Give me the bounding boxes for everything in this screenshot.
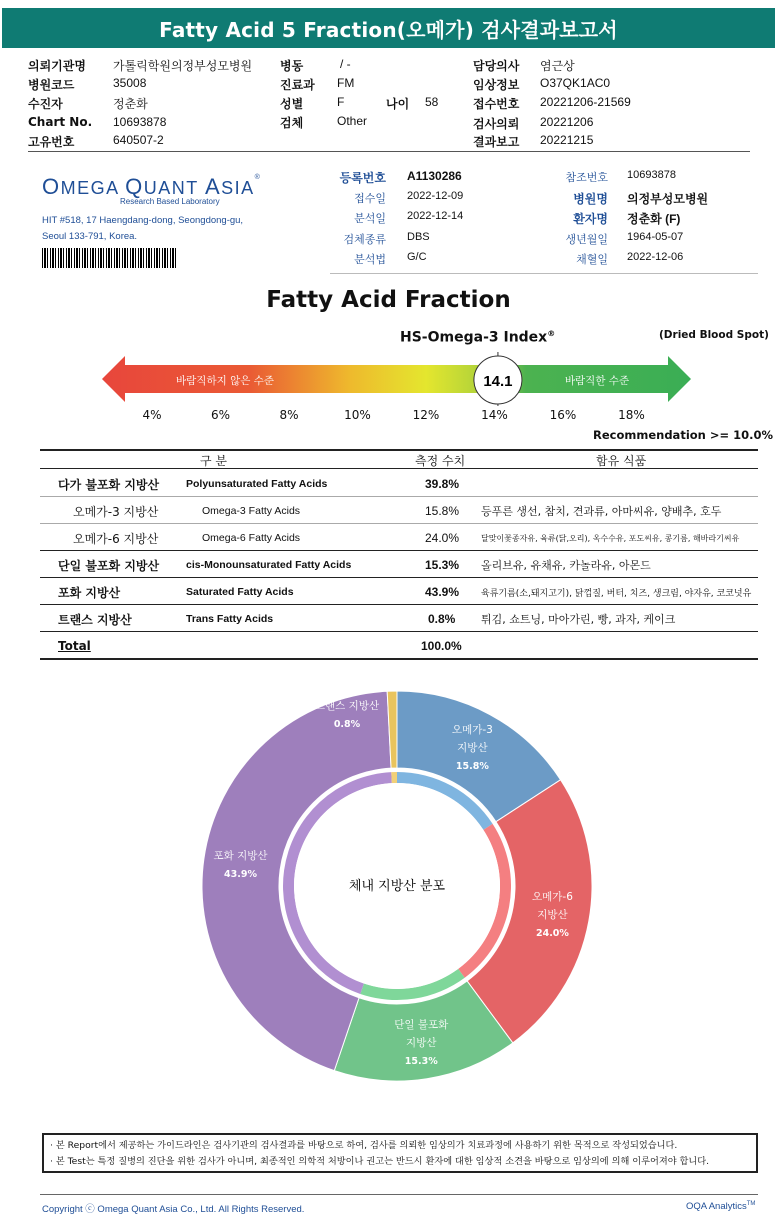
report-date-value: 20221215 bbox=[540, 133, 594, 147]
lab-divider bbox=[330, 273, 758, 274]
doctor-value: 염근상 bbox=[540, 59, 575, 73]
lab-logo-subtitle: Research Based Laboratory bbox=[120, 197, 220, 206]
slice-name-label: 단일 불포화 bbox=[394, 1019, 449, 1032]
reg-no-value: A1130286 bbox=[407, 169, 462, 183]
specimen-label: 검체 bbox=[280, 116, 304, 130]
gauge-tick-label: 14% bbox=[481, 408, 508, 422]
row-divider bbox=[40, 577, 758, 578]
lab-address: HIT #518, 17 Haengdang-dong, Seongdong-gu, Seoul 133-791, Korea. bbox=[42, 215, 244, 242]
specimen-value: Other bbox=[337, 114, 368, 128]
unique-no-value: 640507-2 bbox=[113, 133, 164, 147]
unique-no-label: 고유번호 bbox=[28, 135, 75, 149]
analyzed-value: 2022-12-14 bbox=[407, 210, 464, 222]
dept-label: 진료과 bbox=[280, 78, 315, 92]
row-trans-food: 튀김, 쇼트닝, 마아가린, 빵, 과자, 케이크 bbox=[481, 613, 676, 626]
hs-index-title: HS-Omega-3 Index® bbox=[400, 329, 556, 346]
total-label: Total bbox=[58, 639, 91, 653]
dept-value: FM bbox=[337, 76, 355, 90]
desirable-label: 바람직한 수준 bbox=[564, 375, 630, 387]
specimen-note: (Dried Blood Spot) bbox=[659, 329, 769, 341]
dob-value: 1964-05-07 bbox=[627, 231, 684, 243]
row-mufa-en: cis-Monounsaturated Fatty Acids bbox=[186, 559, 352, 571]
copyright: Copyright ⓒ Omega Quant Asia Co., Ltd. All Rights Reserved. bbox=[42, 1204, 305, 1215]
slice-name-label: 오메가-6 bbox=[532, 891, 573, 904]
patient-name-label: 환자명 bbox=[573, 212, 608, 226]
gauge-tick-label: 18% bbox=[618, 408, 645, 422]
barcode bbox=[42, 248, 176, 268]
slice-name-label: 지방산 bbox=[406, 1037, 437, 1050]
ward-label: 병동 bbox=[280, 59, 304, 73]
row-mufa-kr: 단일 불포화 지방산 bbox=[58, 559, 160, 573]
row-pufa-kr: 다가 불포화 지방산 bbox=[58, 478, 160, 492]
slice-name-label: 트랜스 지방산 bbox=[314, 700, 380, 712]
gauge-tick-label: 12% bbox=[412, 408, 440, 422]
received-label: 접수일 bbox=[354, 192, 386, 205]
slice-name-label: 지방산 bbox=[537, 909, 568, 922]
row-omega3-kr: 오메가-3 지방산 bbox=[73, 505, 159, 519]
slice-name-label: 지방산 bbox=[457, 742, 488, 755]
chart-center-label: 체내 지방산 분포 bbox=[348, 879, 446, 894]
row-omega6-food: 달맞이꽃종자유, 육류(닭,오리), 옥수수유, 포도씨유, 콩기름, 해바라기씨유 bbox=[481, 534, 740, 543]
specimen-type-label: 검체종류 bbox=[343, 233, 386, 246]
row-omega6-kr: 오메가-6 지방산 bbox=[73, 532, 159, 546]
row-pufa-en: Polyunsaturated Fatty Acids bbox=[186, 478, 328, 490]
row-divider bbox=[40, 550, 758, 551]
received-value: 2022-12-09 bbox=[407, 190, 464, 202]
table-header-rule bbox=[40, 468, 758, 469]
donut-inner-slice bbox=[391, 772, 397, 783]
slice-value-label: 24.0% bbox=[535, 928, 569, 940]
gauge-tick-label: 4% bbox=[142, 408, 162, 422]
index-value: 14.1 bbox=[483, 373, 513, 390]
analyzed-label: 분석일 bbox=[354, 212, 386, 225]
slice-name-label: 오메가-3 bbox=[451, 724, 493, 737]
sex-value: F bbox=[337, 95, 345, 109]
gauge-tick-label: 16% bbox=[549, 408, 577, 422]
method-label: 분석법 bbox=[354, 253, 386, 266]
hospital-code-value: 35008 bbox=[113, 76, 147, 90]
recommendation: Recommendation >= 10.0% bbox=[593, 428, 774, 442]
receipt-no-label: 접수번호 bbox=[473, 97, 520, 111]
ref-no-label: 참조번호 bbox=[565, 171, 608, 184]
hospital-code-label: 병원코드 bbox=[28, 78, 75, 92]
col-food-header: 함유 식품 bbox=[596, 454, 647, 468]
row-mufa-food: 올리브유, 유채유, 카놀라유, 아몬드 bbox=[481, 559, 651, 572]
slice-name-label: 포화 지방산 bbox=[213, 850, 268, 863]
col-value-header: 측정 수치 bbox=[415, 454, 466, 468]
clinical-info-value: O37QK1AC0 bbox=[540, 76, 611, 90]
request-date-value: 20221206 bbox=[540, 115, 594, 129]
row-sfa-value: 43.9% bbox=[425, 585, 460, 599]
gauge-tick-label: 10% bbox=[344, 408, 371, 422]
row-trans-en: Trans Fatty Acids bbox=[186, 613, 274, 625]
row-sfa-en: Saturated Fatty Acids bbox=[186, 586, 294, 598]
doctor-label: 담당의사 bbox=[473, 59, 520, 73]
row-divider bbox=[40, 604, 758, 605]
row-omega6-en: Omega-6 Fatty Acids bbox=[202, 532, 301, 544]
row-divider bbox=[40, 523, 758, 524]
undesirable-label: 바람직하지 않은 수준 bbox=[176, 375, 274, 387]
slice-value-label: 15.8% bbox=[455, 761, 489, 773]
report-title: Fatty Acid 5 Fraction(오메가) 검사결과보고서 bbox=[2, 8, 775, 48]
hospital-name-label: 병원명 bbox=[573, 192, 608, 206]
receipt-no-value: 20221206-21569 bbox=[540, 95, 631, 109]
institution-label: 의뢰기관명 bbox=[28, 59, 86, 73]
examinee-value: 정춘화 bbox=[113, 97, 148, 111]
request-date-label: 검사의뢰 bbox=[473, 117, 520, 131]
chart-no-label: Chart No. bbox=[28, 115, 93, 129]
age-label: 나이 bbox=[386, 97, 410, 111]
row-omega3-food: 등푸른 생선, 참치, 견과류, 아마씨유, 양배추, 호두 bbox=[481, 505, 722, 518]
footer-rule bbox=[40, 1194, 758, 1195]
specimen-type-value: DBS bbox=[407, 231, 430, 243]
disclaimer-box bbox=[42, 1133, 758, 1173]
table-top-rule bbox=[40, 449, 758, 451]
chart-no-value: 10693878 bbox=[113, 115, 167, 129]
brand: OQA Analytics™ bbox=[686, 1201, 756, 1213]
row-divider bbox=[40, 631, 758, 632]
sex-label: 성별 bbox=[280, 97, 304, 111]
patient-name-value: 정춘화 (F) bbox=[627, 212, 681, 226]
row-omega6-value: 24.0% bbox=[425, 531, 460, 545]
row-trans-value: 0.8% bbox=[428, 612, 456, 626]
row-sfa-kr: 포화 지방산 bbox=[58, 586, 121, 600]
reg-no-label: 등록번호 bbox=[339, 171, 386, 185]
header-divider bbox=[28, 151, 750, 152]
report-date-label: 결과보고 bbox=[473, 135, 520, 149]
slice-value-label: 0.8% bbox=[333, 719, 361, 730]
fatty-acid-distribution-chart bbox=[192, 686, 602, 1096]
draw-date-label: 채혈일 bbox=[576, 253, 608, 266]
hospital-name-value: 의정부성모병원 bbox=[627, 192, 709, 206]
institution-value: 가톨릭학원의정부성모병원 bbox=[113, 59, 253, 73]
total-value: 100.0% bbox=[421, 639, 462, 653]
age-value: 58 bbox=[425, 95, 439, 109]
ref-no-value: 10693878 bbox=[627, 169, 676, 181]
disclaimer-line-2: · 본 Test는 특정 질병의 진단을 위한 검사가 아니며, 최종적인 의학적 처방이나 권고는 반드시 환자에 대한 임상적 소견을 바탕으로 임상의에 의해 이루어져야 합니다. bbox=[50, 1156, 710, 1167]
row-omega3-en: Omega-3 Fatty Acids bbox=[202, 505, 301, 517]
omega3-index-gauge bbox=[100, 352, 700, 410]
disclaimer-line-1: · 본 Report에서 제공하는 가이드라인은 검사기관의 검사결과를 바탕으로 하여, 검사를 의뢰한 임상의가 치료과정에 사용하기 위한 목적으로 작성되었습니다. bbox=[50, 1140, 678, 1151]
gauge-tick-label: 6% bbox=[210, 408, 231, 422]
slice-value-label: 15.3% bbox=[404, 1056, 438, 1068]
table-bottom-rule bbox=[40, 658, 758, 660]
row-omega3-value: 15.8% bbox=[425, 504, 460, 518]
gauge-tick-label: 8% bbox=[279, 408, 299, 422]
draw-date-value: 2022-12-06 bbox=[627, 251, 684, 263]
row-mufa-value: 15.3% bbox=[425, 558, 460, 572]
row-pufa-value: 39.8% bbox=[425, 477, 460, 491]
clinical-info-label: 임상정보 bbox=[473, 78, 520, 92]
row-trans-kr: 트랜스 지방산 bbox=[58, 613, 132, 627]
dob-label: 생년월일 bbox=[565, 233, 608, 246]
col-category-header: 구 분 bbox=[200, 454, 227, 468]
row-sfa-food: 육류기름(소,돼지고기), 닭껍질, 버터, 치즈, 생크림, 야자유, 코코넛유 bbox=[481, 589, 752, 599]
method-value: G/C bbox=[407, 251, 427, 263]
lab-logo: OMEGA QUANT ASIA® bbox=[42, 174, 262, 199]
examinee-label: 수진자 bbox=[28, 97, 63, 111]
row-divider bbox=[40, 496, 758, 497]
main-title: Fatty Acid Fraction bbox=[266, 287, 511, 313]
slice-value-label: 43.9% bbox=[224, 869, 257, 881]
ward-value: / - bbox=[340, 57, 351, 71]
